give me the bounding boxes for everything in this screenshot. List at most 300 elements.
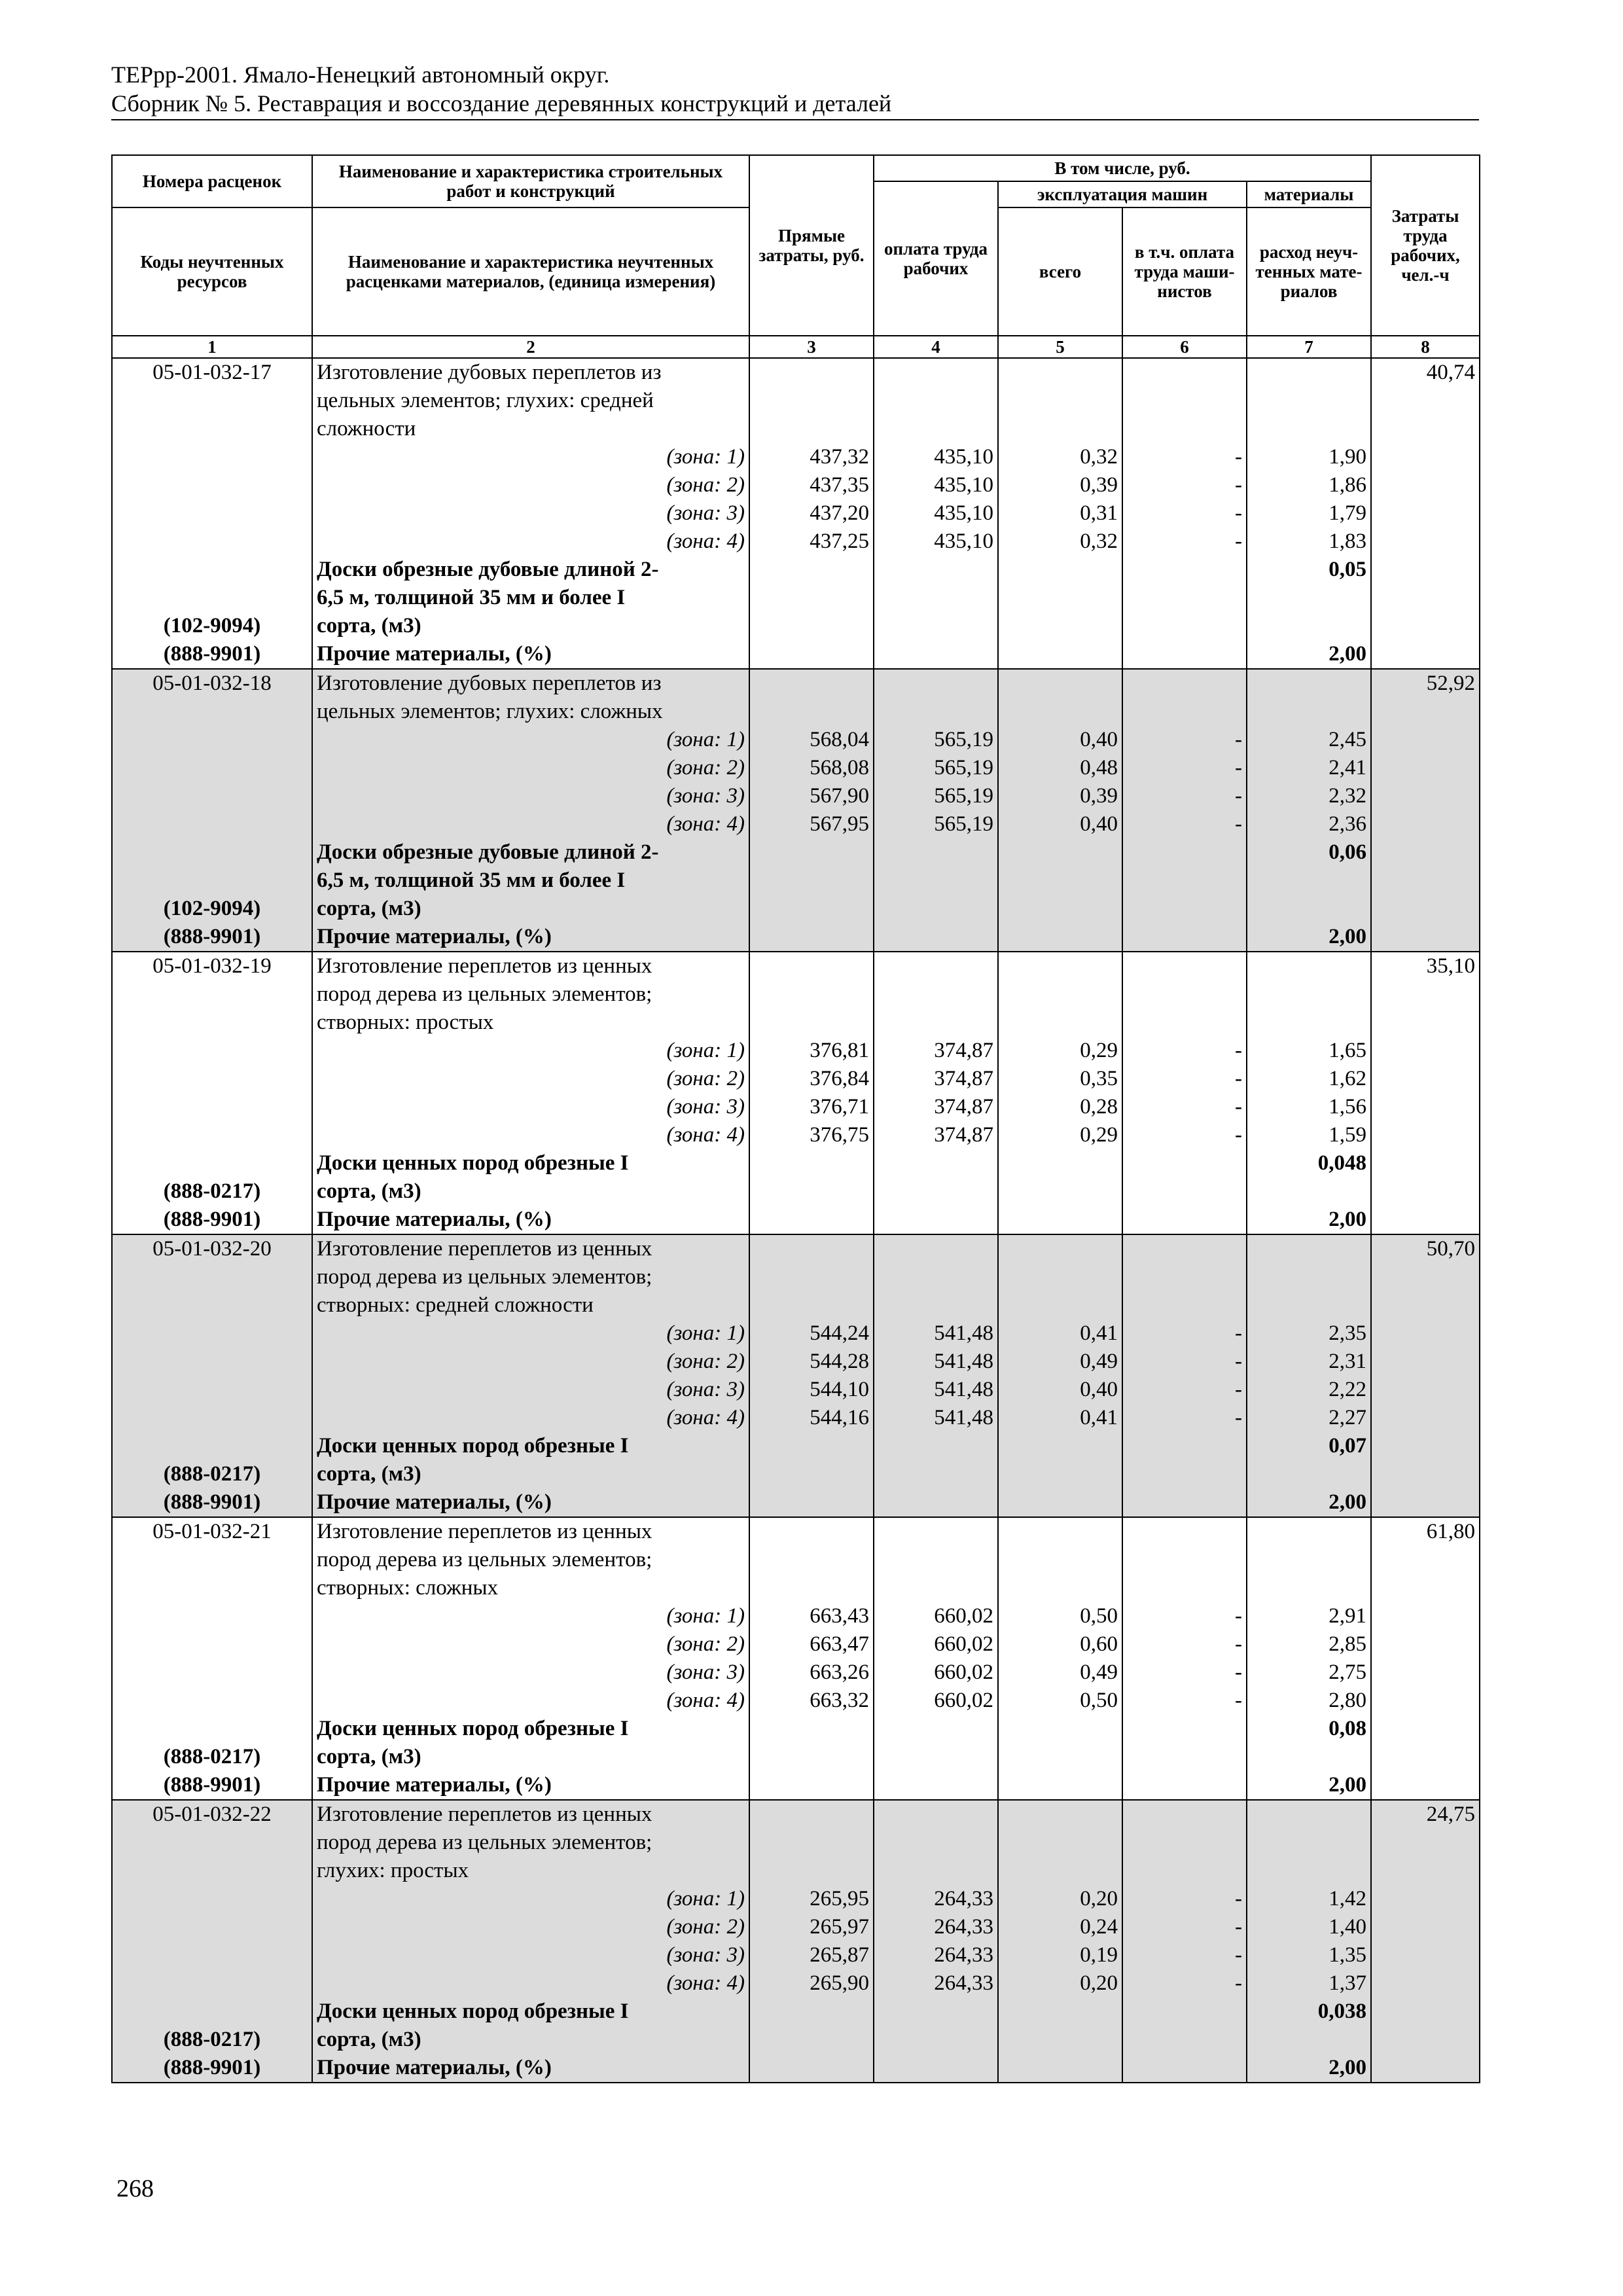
machines-total — [998, 1546, 1122, 1574]
materials: 1,35 — [1247, 1941, 1371, 1969]
table-header — [112, 155, 1480, 358]
zone-row — [112, 1404, 1480, 1432]
materials: 2,27 — [1247, 1404, 1371, 1432]
zone-label: (зона: 1) — [312, 1319, 749, 1348]
machines-total — [998, 358, 1122, 387]
labor-pay: 565,19 — [874, 782, 998, 810]
labor-cost — [1371, 1319, 1480, 1348]
machinist-pay — [1122, 1857, 1247, 1885]
header-rule — [111, 119, 1479, 120]
labor-cost — [1371, 499, 1480, 528]
direct-cost: 437,25 — [749, 528, 874, 556]
machines-total: 0,35 — [998, 1065, 1122, 1093]
column-number: 3 — [749, 336, 874, 358]
rate-code — [112, 1376, 312, 1404]
zone-row — [112, 528, 1480, 556]
labor-pay — [874, 640, 998, 669]
header-labor-cost: Затраты труда рабочих, чел.-ч — [1371, 155, 1480, 336]
labor-cost — [1371, 895, 1480, 923]
resource-code — [112, 584, 312, 612]
resource-code — [112, 556, 312, 584]
machinist-pay: - — [1122, 1348, 1247, 1376]
rate-code — [112, 1829, 312, 1857]
zone-row — [112, 1319, 1480, 1348]
resource-quantity — [1247, 1460, 1371, 1488]
direct-cost — [749, 556, 874, 584]
machinist-pay — [1122, 1800, 1247, 1829]
machines-total — [998, 1574, 1122, 1602]
materials: 1,65 — [1247, 1037, 1371, 1065]
machinist-pay: - — [1122, 1913, 1247, 1941]
rate-code — [112, 1659, 312, 1687]
rate-title-line: Изготовление переплетов из ценных — [312, 1234, 749, 1263]
materials — [1247, 415, 1371, 443]
materials: 1,42 — [1247, 1885, 1371, 1913]
labor-cost — [1371, 528, 1480, 556]
rate-title-line: пород дерева из цельных элементов; — [312, 1263, 749, 1291]
direct-cost — [749, 1432, 874, 1460]
resource-row — [112, 923, 1480, 952]
labor-cost — [1371, 1885, 1480, 1913]
machines-total — [998, 1009, 1122, 1037]
resource-name-line: Доски ценных пород обрезные I — [312, 1149, 749, 1177]
zone-row — [112, 499, 1480, 528]
labor-pay — [874, 556, 998, 584]
resource-name-line: 6,5 м, толщиной 35 мм и более I — [312, 584, 749, 612]
materials — [1247, 1517, 1371, 1546]
labor-pay — [874, 1546, 998, 1574]
machinist-pay: - — [1122, 726, 1247, 754]
machines-total: 0,20 — [998, 1885, 1122, 1913]
labor-pay — [874, 952, 998, 980]
rate-block — [112, 358, 1480, 669]
labor-cost — [1371, 443, 1480, 471]
resource-name-line: Доски ценных пород обрезные I — [312, 1715, 749, 1743]
header-labor-pay: оплата труда рабочих — [874, 181, 998, 336]
resource-name-line: Прочие материалы, (%) — [312, 640, 749, 669]
rate-code — [112, 1687, 312, 1715]
column-number: 5 — [998, 336, 1122, 358]
resource-quantity — [1247, 612, 1371, 640]
machinist-pay: - — [1122, 1093, 1247, 1121]
labor-cost — [1371, 698, 1480, 726]
machines-total — [998, 640, 1122, 669]
labor-pay — [874, 1743, 998, 1771]
machines-total: 0,40 — [998, 810, 1122, 838]
labor-cost — [1371, 1630, 1480, 1659]
labor-cost — [1371, 1121, 1480, 1149]
zone-label: (зона: 1) — [312, 1602, 749, 1630]
machines-total — [998, 1800, 1122, 1829]
rate-title-line: Изготовление переплетов из ценных — [312, 1517, 749, 1546]
direct-cost: 567,95 — [749, 810, 874, 838]
labor-pay — [874, 1460, 998, 1488]
rate-code — [112, 471, 312, 499]
resource-code: (888-0217) — [112, 1460, 312, 1488]
labor-cost — [1371, 754, 1480, 782]
machinist-pay: - — [1122, 754, 1247, 782]
resource-row — [112, 1460, 1480, 1488]
machinist-pay — [1122, 1829, 1247, 1857]
table-row — [112, 1234, 1480, 1263]
machinist-pay: - — [1122, 1885, 1247, 1913]
zone-label: (зона: 2) — [312, 1913, 749, 1941]
rate-title-line: пород дерева из цельных элементов; — [312, 980, 749, 1009]
labor-pay — [874, 669, 998, 698]
materials — [1247, 980, 1371, 1009]
direct-cost — [749, 1998, 874, 2026]
machinist-pay: - — [1122, 1121, 1247, 1149]
resource-quantity — [1247, 2026, 1371, 2054]
machines-total — [998, 1432, 1122, 1460]
labor-cost — [1371, 556, 1480, 584]
header-title: ТЕРрр-2001. Ямало-Ненецкий автономный округ. — [111, 62, 610, 88]
resource-row — [112, 1771, 1480, 1800]
machinist-pay: - — [1122, 1602, 1247, 1630]
direct-cost — [749, 612, 874, 640]
labor-pay — [874, 358, 998, 387]
rate-code — [112, 1885, 312, 1913]
labor-pay: 264,33 — [874, 1969, 998, 1998]
direct-cost: 544,16 — [749, 1404, 874, 1432]
materials — [1247, 1291, 1371, 1319]
labor-pay: 541,48 — [874, 1348, 998, 1376]
direct-cost: 663,26 — [749, 1659, 874, 1687]
rate-block — [112, 669, 1480, 952]
resource-quantity — [1247, 1177, 1371, 1206]
machines-total: 0,29 — [998, 1037, 1122, 1065]
labor-cost — [1371, 1291, 1480, 1319]
materials: 1,37 — [1247, 1969, 1371, 1998]
labor-cost — [1371, 2054, 1480, 2083]
direct-cost — [749, 952, 874, 980]
machinist-pay: - — [1122, 443, 1247, 471]
machines-total — [998, 584, 1122, 612]
machines-total: 0,48 — [998, 754, 1122, 782]
header-unaccounted-materials: расход неуч-тенных мате-риалов — [1247, 207, 1371, 336]
rate-code — [112, 387, 312, 415]
machinist-pay — [1122, 867, 1247, 895]
labor-pay — [874, 612, 998, 640]
machines-total — [998, 1998, 1122, 2026]
resource-row — [112, 1206, 1480, 1234]
column-number: 2 — [312, 336, 749, 358]
zone-row — [112, 443, 1480, 471]
resource-quantity: 2,00 — [1247, 2054, 1371, 2083]
machines-total — [998, 923, 1122, 952]
rate-block — [112, 1234, 1480, 1517]
labor-cost — [1371, 1009, 1480, 1037]
machines-total — [998, 669, 1122, 698]
direct-cost — [749, 698, 874, 726]
zone-row — [112, 1687, 1480, 1715]
zone-row — [112, 810, 1480, 838]
rate-code — [112, 1913, 312, 1941]
direct-cost: 663,43 — [749, 1602, 874, 1630]
resource-name-line: Прочие материалы, (%) — [312, 1206, 749, 1234]
machines-total: 0,41 — [998, 1319, 1122, 1348]
machinist-pay: - — [1122, 1687, 1247, 1715]
machines-total — [998, 952, 1122, 980]
machines-total — [998, 1857, 1122, 1885]
machinist-pay: - — [1122, 1065, 1247, 1093]
direct-cost — [749, 1800, 874, 1829]
labor-pay: 541,48 — [874, 1319, 998, 1348]
resource-quantity — [1247, 895, 1371, 923]
labor-pay — [874, 415, 998, 443]
materials: 1,40 — [1247, 1913, 1371, 1941]
zone-label: (зона: 4) — [312, 528, 749, 556]
labor-pay: 435,10 — [874, 528, 998, 556]
labor-cost — [1371, 1263, 1480, 1291]
machines-total — [998, 387, 1122, 415]
labor-pay: 374,87 — [874, 1065, 998, 1093]
labor-cost — [1371, 1913, 1480, 1941]
zone-row — [112, 1969, 1480, 1998]
machines-total — [998, 1263, 1122, 1291]
machinist-pay — [1122, 556, 1247, 584]
direct-cost — [749, 1574, 874, 1602]
machines-total: 0,20 — [998, 1969, 1122, 1998]
materials: 2,41 — [1247, 754, 1371, 782]
machinist-pay — [1122, 698, 1247, 726]
labor-pay: 374,87 — [874, 1037, 998, 1065]
resource-name-line: сорта, (м3) — [312, 1743, 749, 1771]
rate-block — [112, 952, 1480, 1234]
rate-code: 05-01-032-22 — [112, 1800, 312, 1829]
machines-total — [998, 556, 1122, 584]
labor-cost — [1371, 980, 1480, 1009]
resource-row — [112, 1998, 1480, 2026]
zone-label: (зона: 1) — [312, 726, 749, 754]
direct-cost — [749, 838, 874, 867]
table-row — [112, 1574, 1480, 1602]
rate-block — [112, 1517, 1480, 1800]
materials: 1,56 — [1247, 1093, 1371, 1121]
machines-total: 0,41 — [998, 1404, 1122, 1432]
column-number: 6 — [1122, 336, 1247, 358]
direct-cost — [749, 1234, 874, 1263]
labor-pay: 660,02 — [874, 1630, 998, 1659]
machinist-pay — [1122, 358, 1247, 387]
labor-pay — [874, 923, 998, 952]
rate-code — [112, 1574, 312, 1602]
direct-cost — [749, 669, 874, 698]
materials — [1247, 1234, 1371, 1263]
machines-total: 0,40 — [998, 726, 1122, 754]
labor-cost — [1371, 1941, 1480, 1969]
machinist-pay: - — [1122, 810, 1247, 838]
labor-cost — [1371, 923, 1480, 952]
column-number: 4 — [874, 336, 998, 358]
materials: 2,91 — [1247, 1602, 1371, 1630]
labor-cost: 52,92 — [1371, 669, 1480, 698]
labor-pay — [874, 1857, 998, 1885]
labor-pay: 435,10 — [874, 443, 998, 471]
zone-label: (зона: 2) — [312, 471, 749, 499]
direct-cost: 437,32 — [749, 443, 874, 471]
machinist-pay: - — [1122, 528, 1247, 556]
materials — [1247, 358, 1371, 387]
machinist-pay: - — [1122, 1969, 1247, 1998]
direct-cost — [749, 387, 874, 415]
resource-row — [112, 867, 1480, 895]
labor-pay — [874, 980, 998, 1009]
labor-pay: 264,33 — [874, 1913, 998, 1941]
price-table-container — [111, 154, 1479, 2083]
rate-code — [112, 1291, 312, 1319]
resource-name-line: сорта, (м3) — [312, 2026, 749, 2054]
labor-cost — [1371, 1969, 1480, 1998]
rate-title-line: Изготовление дубовых переплетов из — [312, 358, 749, 387]
machinist-pay — [1122, 1743, 1247, 1771]
machines-total: 0,31 — [998, 499, 1122, 528]
resource-code: (888-9901) — [112, 1771, 312, 1800]
direct-cost — [749, 1829, 874, 1857]
zone-row — [112, 1121, 1480, 1149]
labor-cost — [1371, 1348, 1480, 1376]
machines-total: 0,49 — [998, 1659, 1122, 1687]
resource-name-line: Доски ценных пород обрезные I — [312, 1998, 749, 2026]
labor-pay — [874, 387, 998, 415]
rate-code — [112, 443, 312, 471]
table-row — [112, 1291, 1480, 1319]
zone-row — [112, 1659, 1480, 1687]
resource-code: (102-9094) — [112, 612, 312, 640]
labor-cost — [1371, 838, 1480, 867]
rate-title-line: Изготовление дубовых переплетов из — [312, 669, 749, 698]
machinist-pay — [1122, 1177, 1247, 1206]
labor-pay — [874, 698, 998, 726]
resource-quantity: 0,038 — [1247, 1998, 1371, 2026]
machines-total: 0,28 — [998, 1093, 1122, 1121]
labor-pay — [874, 2054, 998, 2083]
table-row — [112, 1800, 1480, 1829]
direct-cost: 544,24 — [749, 1319, 874, 1348]
machines-total — [998, 1206, 1122, 1234]
direct-cost — [749, 2054, 874, 2083]
direct-cost — [749, 1291, 874, 1319]
rate-title-line: цельных элементов; глухих: сложных — [312, 698, 749, 726]
resource-quantity: 0,06 — [1247, 838, 1371, 867]
rate-code — [112, 1009, 312, 1037]
rate-code: 05-01-032-20 — [112, 1234, 312, 1263]
column-number: 1 — [112, 336, 312, 358]
machines-total — [998, 1829, 1122, 1857]
labor-cost — [1371, 1037, 1480, 1065]
labor-pay — [874, 1998, 998, 2026]
resource-name-line: сорта, (м3) — [312, 1177, 749, 1206]
column-number: 8 — [1371, 336, 1480, 358]
resource-name-line: Прочие материалы, (%) — [312, 923, 749, 952]
materials — [1247, 1800, 1371, 1829]
table-row — [112, 1829, 1480, 1857]
materials: 1,59 — [1247, 1121, 1371, 1149]
labor-cost — [1371, 1488, 1480, 1517]
resource-quantity: 0,08 — [1247, 1715, 1371, 1743]
labor-pay: 565,19 — [874, 754, 998, 782]
machinist-pay — [1122, 1546, 1247, 1574]
labor-pay: 374,87 — [874, 1093, 998, 1121]
resource-quantity — [1247, 584, 1371, 612]
rate-code: 05-01-032-21 — [112, 1517, 312, 1546]
direct-cost — [749, 1460, 874, 1488]
labor-cost — [1371, 1404, 1480, 1432]
machinist-pay — [1122, 980, 1247, 1009]
labor-cost — [1371, 612, 1480, 640]
machinist-pay — [1122, 612, 1247, 640]
resource-code — [112, 1432, 312, 1460]
direct-cost — [749, 1743, 874, 1771]
zone-row — [112, 1093, 1480, 1121]
resource-code — [112, 867, 312, 895]
table-row — [112, 669, 1480, 698]
resource-row — [112, 640, 1480, 669]
materials: 2,75 — [1247, 1659, 1371, 1687]
labor-pay — [874, 1206, 998, 1234]
rate-code — [112, 1263, 312, 1291]
machines-total — [998, 1177, 1122, 1206]
machines-total: 0,19 — [998, 1941, 1122, 1969]
materials — [1247, 1829, 1371, 1857]
zone-row — [112, 782, 1480, 810]
labor-pay — [874, 895, 998, 923]
materials — [1247, 1574, 1371, 1602]
rate-code — [112, 415, 312, 443]
machinist-pay: - — [1122, 1941, 1247, 1969]
labor-cost — [1371, 1460, 1480, 1488]
labor-cost — [1371, 1602, 1480, 1630]
zone-label: (зона: 2) — [312, 1348, 749, 1376]
labor-cost — [1371, 1546, 1480, 1574]
labor-cost — [1371, 387, 1480, 415]
rate-code — [112, 698, 312, 726]
direct-cost — [749, 980, 874, 1009]
machinist-pay: - — [1122, 1376, 1247, 1404]
page-number: 268 — [116, 2175, 154, 2202]
resource-code: (888-9901) — [112, 1206, 312, 1234]
resource-quantity — [1247, 1743, 1371, 1771]
direct-cost: 567,90 — [749, 782, 874, 810]
zone-row — [112, 1065, 1480, 1093]
materials: 2,45 — [1247, 726, 1371, 754]
zone-label: (зона: 3) — [312, 1093, 749, 1121]
machines-total — [998, 612, 1122, 640]
table-row — [112, 415, 1480, 443]
labor-cost — [1371, 1093, 1480, 1121]
resource-row — [112, 1149, 1480, 1177]
direct-cost — [749, 1009, 874, 1037]
rate-code — [112, 499, 312, 528]
machines-total: 0,29 — [998, 1121, 1122, 1149]
zone-row — [112, 726, 1480, 754]
machinist-pay: - — [1122, 1659, 1247, 1687]
labor-cost — [1371, 867, 1480, 895]
labor-pay — [874, 1488, 998, 1517]
labor-pay — [874, 1009, 998, 1037]
resource-name-line: Прочие материалы, (%) — [312, 1488, 749, 1517]
labor-pay — [874, 1177, 998, 1206]
machines-total: 0,49 — [998, 1348, 1122, 1376]
direct-cost: 376,71 — [749, 1093, 874, 1121]
rate-code — [112, 1630, 312, 1659]
direct-cost — [749, 1488, 874, 1517]
rate-code — [112, 1065, 312, 1093]
labor-cost — [1371, 1177, 1480, 1206]
labor-pay — [874, 1291, 998, 1319]
machines-total — [998, 1234, 1122, 1263]
labor-cost — [1371, 1206, 1480, 1234]
